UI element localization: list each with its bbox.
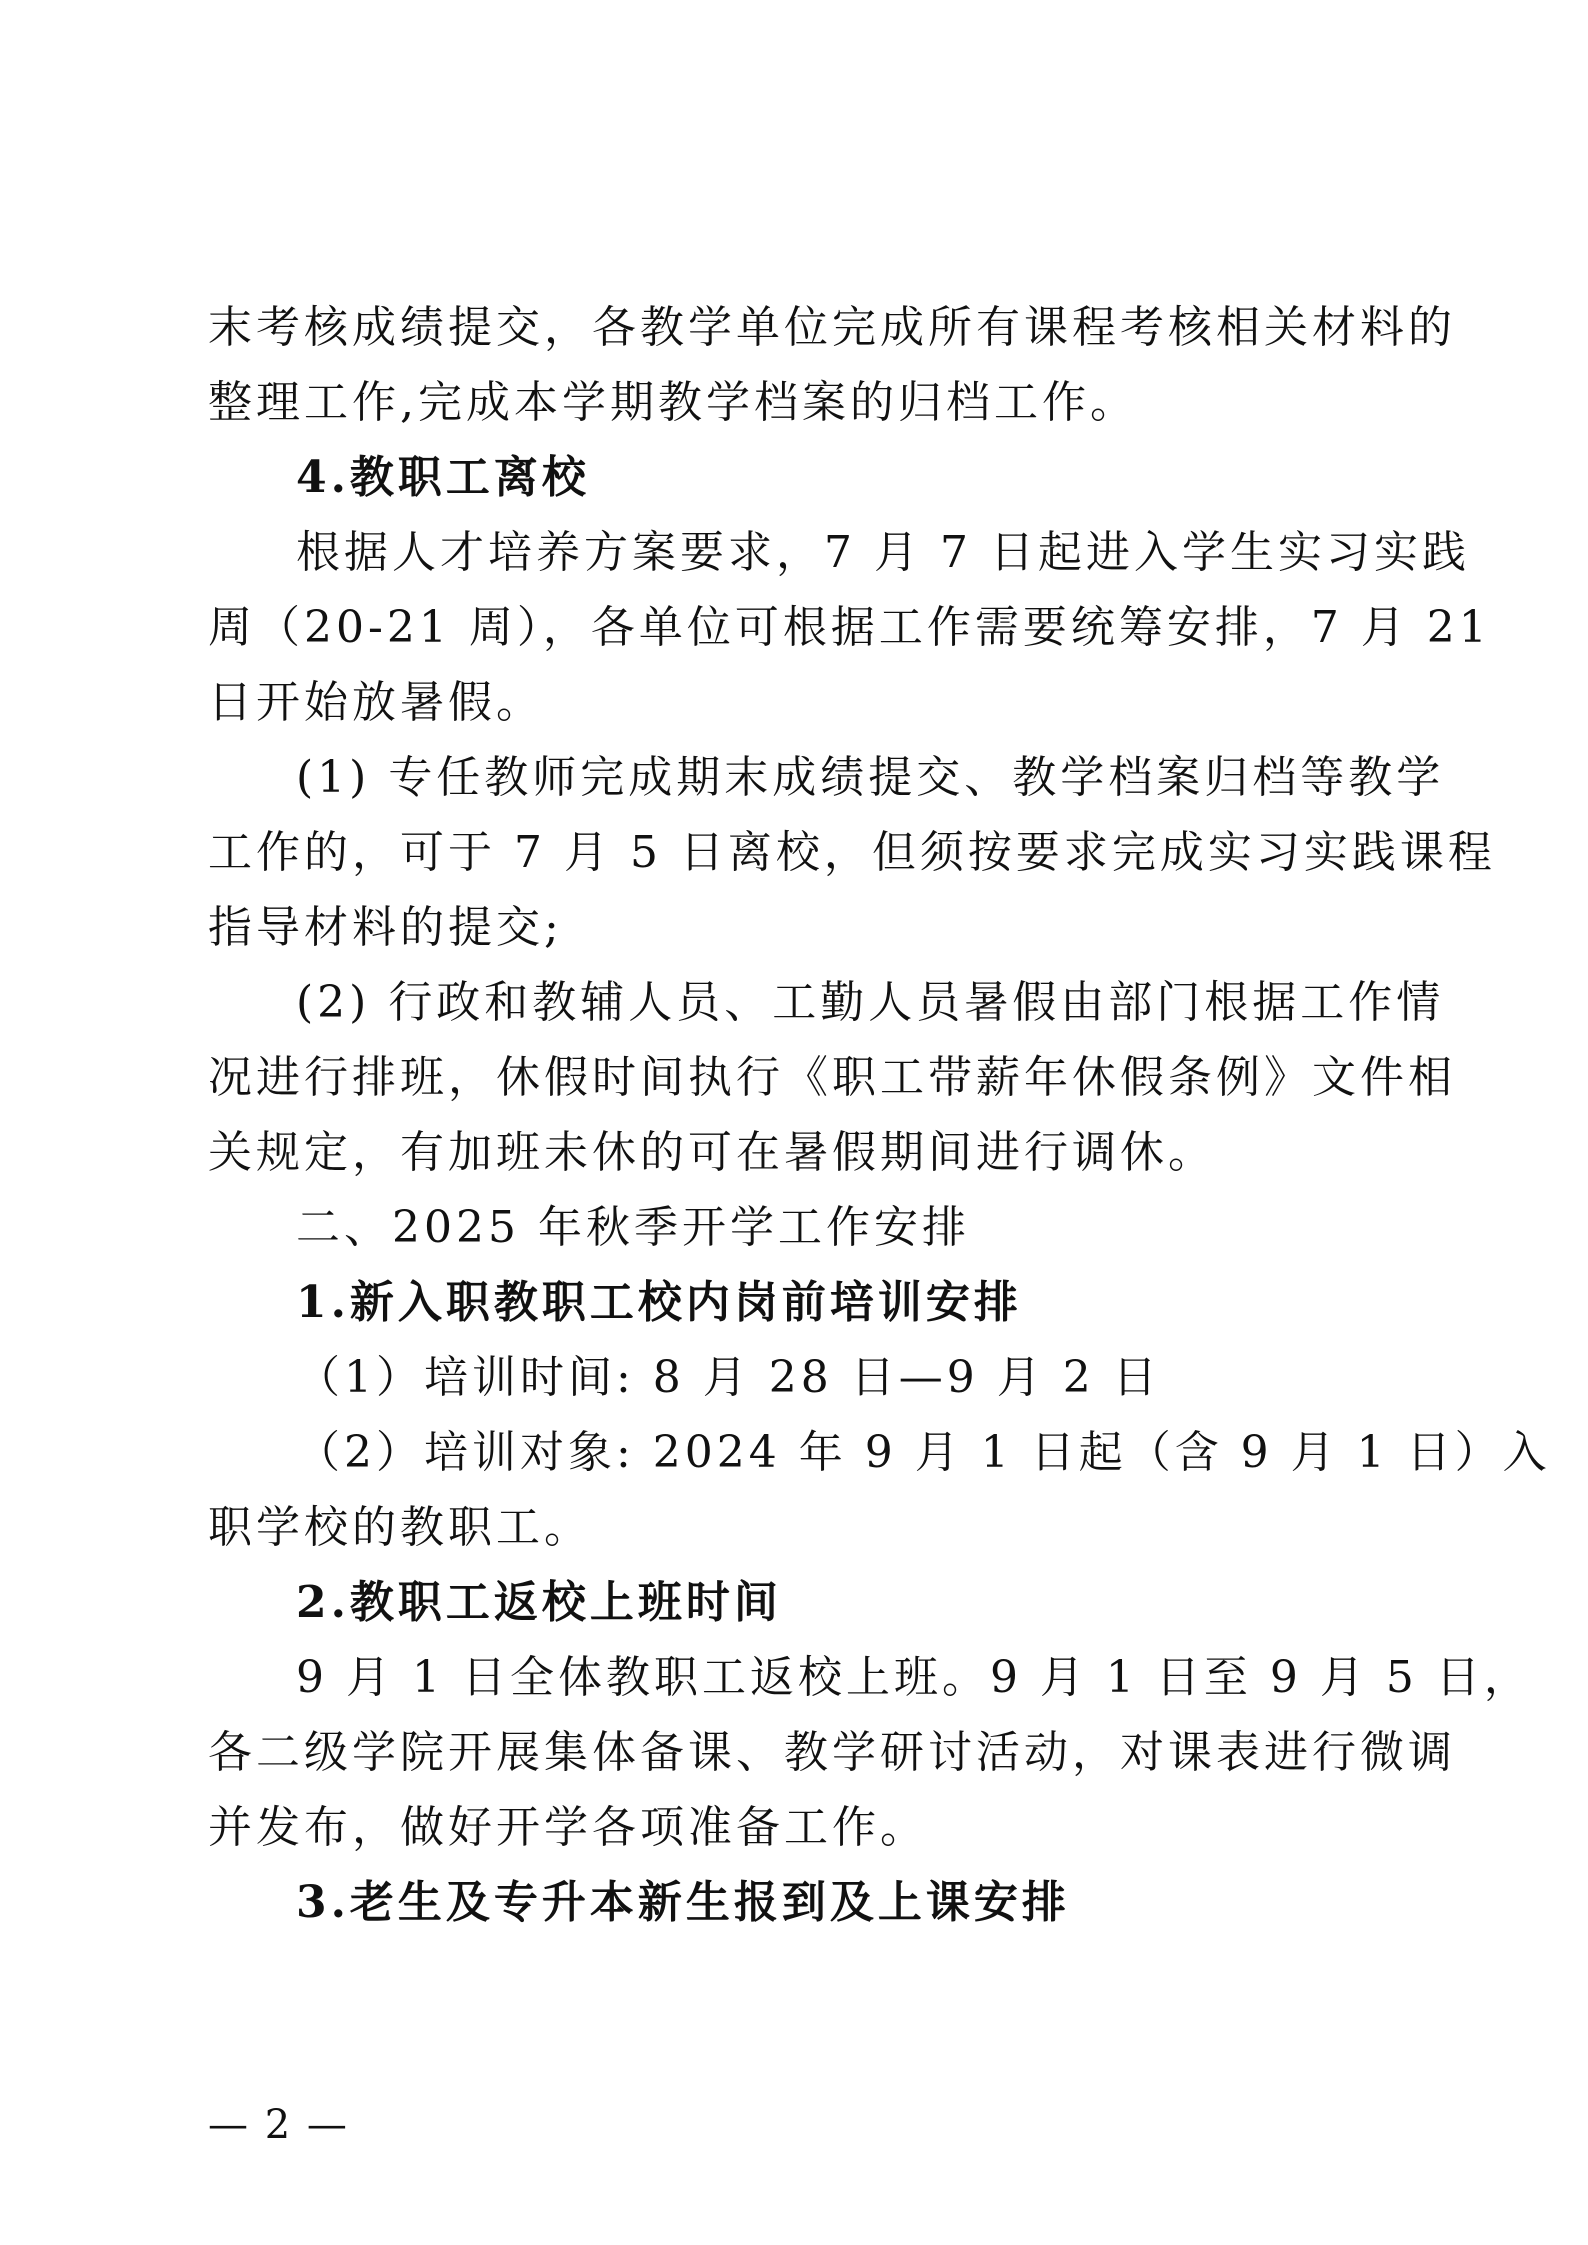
document-body xyxy=(208,290,1551,1940)
paragraph-line: 周（20-21 周），各单位可根据工作需要统筹安排，7 月 21 xyxy=(208,602,1491,653)
subheading-student-registration: 3.老生及专升本新生报到及上课安排 xyxy=(296,1877,1070,1928)
paragraph-line: （2）培训对象: 2024 年 9 月 1 日起（含 9 月 1 日）入 xyxy=(296,1427,1551,1478)
paragraph-line: 指导材料的提交; xyxy=(208,902,563,953)
paragraph-line: 整理工作,完成本学期教学档案的归档工作。 xyxy=(208,377,1138,428)
paragraph-line: 9 月 1 日全体教职工返校上班。9 月 1 日至 9 月 5 日， xyxy=(296,1652,1532,1703)
section-heading: 二、2025 年秋季开学工作安排 xyxy=(296,1202,970,1253)
subheading-staff-leave: 4.教职工离校 xyxy=(296,452,590,503)
paragraph-line: 末考核成绩提交，各教学单位完成所有课程考核相关材料的 xyxy=(208,302,1456,353)
subheading-new-staff-training: 1.新入职教职工校内岗前培训安排 xyxy=(296,1277,1022,1328)
paragraph-line: (1) 专任教师完成期末成绩提交、教学档案归档等教学 xyxy=(296,752,1445,803)
paragraph-line: 各二级学院开展集体备课、教学研讨活动，对课表进行微调 xyxy=(208,1727,1456,1778)
paragraph-line: 日开始放暑假。 xyxy=(208,677,544,728)
paragraph-line: 工作的，可于 7 月 5 日离校，但须按要求完成实习实践课程 xyxy=(208,827,1496,878)
paragraph-line: 根据人才培养方案要求，7 月 7 日起进入学生实习实践 xyxy=(296,527,1470,578)
paragraph-line: (2) 行政和教辅人员、工勤人员暑假由部门根据工作情 xyxy=(296,977,1445,1028)
subheading-return-time: 2.教职工返校上班时间 xyxy=(296,1577,782,1628)
page-number: — 2 — xyxy=(208,2102,349,2148)
paragraph-line: 况进行排班，休假时间执行《职工带薪年休假条例》文件相 xyxy=(208,1052,1456,1103)
paragraph-line: 关规定，有加班未休的可在暑假期间进行调休。 xyxy=(208,1127,1216,1178)
paragraph-line: 并发布，做好开学各项准备工作。 xyxy=(208,1802,928,1853)
paragraph-line: 职学校的教职工。 xyxy=(208,1502,592,1553)
paragraph-line: （1）培训时间: 8 月 28 日—9 月 2 日 xyxy=(296,1352,1161,1403)
